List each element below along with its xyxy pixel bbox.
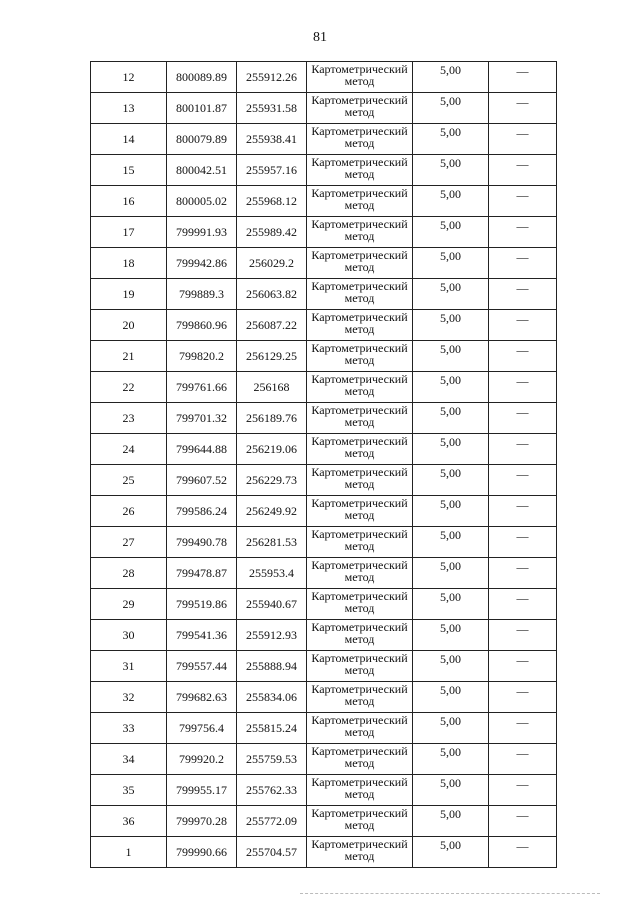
x-coordinate-cell: 799541.36 bbox=[167, 620, 237, 651]
precision-cell: 5,00 bbox=[413, 806, 489, 837]
note-cell: — bbox=[489, 837, 557, 868]
point-number-cell: 36 bbox=[91, 806, 167, 837]
x-coordinate-cell: 800005.02 bbox=[167, 186, 237, 217]
method-cell: Картометрический метод bbox=[307, 248, 413, 279]
point-number-cell: 21 bbox=[91, 341, 167, 372]
precision-cell: 5,00 bbox=[413, 403, 489, 434]
y-coordinate-cell: 255931.58 bbox=[237, 93, 307, 124]
method-cell: Картометрический метод bbox=[307, 124, 413, 155]
precision-cell: 5,00 bbox=[413, 713, 489, 744]
point-number-cell: 35 bbox=[91, 775, 167, 806]
note-cell: — bbox=[489, 713, 557, 744]
note-cell: — bbox=[489, 124, 557, 155]
x-coordinate-cell: 800101.87 bbox=[167, 93, 237, 124]
method-cell: Картометрический метод bbox=[307, 558, 413, 589]
table-row bbox=[91, 837, 557, 868]
table-row bbox=[91, 434, 557, 465]
table-row bbox=[91, 93, 557, 124]
y-coordinate-cell: 255938.41 bbox=[237, 124, 307, 155]
x-coordinate-cell: 799942.86 bbox=[167, 248, 237, 279]
x-coordinate-cell: 799478.87 bbox=[167, 558, 237, 589]
point-number-cell: 34 bbox=[91, 744, 167, 775]
table-row bbox=[91, 558, 557, 589]
point-number-cell: 1 bbox=[91, 837, 167, 868]
precision-cell: 5,00 bbox=[413, 589, 489, 620]
precision-cell: 5,00 bbox=[413, 837, 489, 868]
x-coordinate-cell: 799990.66 bbox=[167, 837, 237, 868]
method-cell: Картометрический метод bbox=[307, 217, 413, 248]
table-row bbox=[91, 124, 557, 155]
note-cell: — bbox=[489, 155, 557, 186]
method-cell: Картометрический метод bbox=[307, 186, 413, 217]
table-row bbox=[91, 186, 557, 217]
table-row bbox=[91, 310, 557, 341]
precision-cell: 5,00 bbox=[413, 279, 489, 310]
x-coordinate-cell: 799490.78 bbox=[167, 527, 237, 558]
note-cell: — bbox=[489, 620, 557, 651]
x-coordinate-cell: 799889.3 bbox=[167, 279, 237, 310]
table-row bbox=[91, 279, 557, 310]
note-cell: — bbox=[489, 775, 557, 806]
method-cell: Картометрический метод bbox=[307, 713, 413, 744]
y-coordinate-cell: 256189.76 bbox=[237, 403, 307, 434]
method-cell: Картометрический метод bbox=[307, 589, 413, 620]
note-cell: — bbox=[489, 248, 557, 279]
y-coordinate-cell: 255704.57 bbox=[237, 837, 307, 868]
x-coordinate-cell: 799820.2 bbox=[167, 341, 237, 372]
precision-cell: 5,00 bbox=[413, 558, 489, 589]
table-row bbox=[91, 620, 557, 651]
table-row bbox=[91, 217, 557, 248]
x-coordinate-cell: 799920.2 bbox=[167, 744, 237, 775]
note-cell: — bbox=[489, 372, 557, 403]
x-coordinate-cell: 799761.66 bbox=[167, 372, 237, 403]
page-number: 81 bbox=[313, 30, 327, 45]
y-coordinate-cell: 256029.2 bbox=[237, 248, 307, 279]
table-row bbox=[91, 62, 557, 93]
precision-cell: 5,00 bbox=[413, 682, 489, 713]
table-row bbox=[91, 527, 557, 558]
method-cell: Картометрический метод bbox=[307, 465, 413, 496]
precision-cell: 5,00 bbox=[413, 775, 489, 806]
precision-cell: 5,00 bbox=[413, 620, 489, 651]
point-number-cell: 18 bbox=[91, 248, 167, 279]
precision-cell: 5,00 bbox=[413, 124, 489, 155]
x-coordinate-cell: 799860.96 bbox=[167, 310, 237, 341]
method-cell: Картометрический метод bbox=[307, 682, 413, 713]
note-cell: — bbox=[489, 62, 557, 93]
point-number-cell: 13 bbox=[91, 93, 167, 124]
note-cell: — bbox=[489, 465, 557, 496]
y-coordinate-cell: 256229.73 bbox=[237, 465, 307, 496]
table-row bbox=[91, 155, 557, 186]
precision-cell: 5,00 bbox=[413, 248, 489, 279]
y-coordinate-cell: 255940.67 bbox=[237, 589, 307, 620]
precision-cell: 5,00 bbox=[413, 93, 489, 124]
y-coordinate-cell: 256249.92 bbox=[237, 496, 307, 527]
x-coordinate-cell: 799682.63 bbox=[167, 682, 237, 713]
x-coordinate-cell: 799991.93 bbox=[167, 217, 237, 248]
note-cell: — bbox=[489, 651, 557, 682]
y-coordinate-cell: 255912.93 bbox=[237, 620, 307, 651]
precision-cell: 5,00 bbox=[413, 744, 489, 775]
y-coordinate-cell: 255912.26 bbox=[237, 62, 307, 93]
note-cell: — bbox=[489, 434, 557, 465]
method-cell: Картометрический метод bbox=[307, 806, 413, 837]
x-coordinate-cell: 799557.44 bbox=[167, 651, 237, 682]
point-number-cell: 14 bbox=[91, 124, 167, 155]
table-row bbox=[91, 465, 557, 496]
coordinates-table-body bbox=[91, 62, 557, 868]
precision-cell: 5,00 bbox=[413, 62, 489, 93]
table-row bbox=[91, 589, 557, 620]
y-coordinate-cell: 255957.16 bbox=[237, 155, 307, 186]
y-coordinate-cell: 256281.53 bbox=[237, 527, 307, 558]
note-cell: — bbox=[489, 279, 557, 310]
method-cell: Картометрический метод bbox=[307, 279, 413, 310]
point-number-cell: 22 bbox=[91, 372, 167, 403]
y-coordinate-cell: 256219.06 bbox=[237, 434, 307, 465]
note-cell: — bbox=[489, 310, 557, 341]
note-cell: — bbox=[489, 527, 557, 558]
method-cell: Картометрический метод bbox=[307, 775, 413, 806]
note-cell: — bbox=[489, 93, 557, 124]
y-coordinate-cell: 255989.42 bbox=[237, 217, 307, 248]
bottom-divider bbox=[300, 893, 600, 894]
note-cell: — bbox=[489, 217, 557, 248]
y-coordinate-cell: 256087.22 bbox=[237, 310, 307, 341]
method-cell: Картометрический метод bbox=[307, 155, 413, 186]
point-number-cell: 23 bbox=[91, 403, 167, 434]
point-number-cell: 28 bbox=[91, 558, 167, 589]
x-coordinate-cell: 799701.32 bbox=[167, 403, 237, 434]
point-number-cell: 32 bbox=[91, 682, 167, 713]
note-cell: — bbox=[489, 403, 557, 434]
y-coordinate-cell: 256063.82 bbox=[237, 279, 307, 310]
note-cell: — bbox=[489, 806, 557, 837]
coordinates-table bbox=[90, 61, 557, 868]
point-number-cell: 17 bbox=[91, 217, 167, 248]
x-coordinate-cell: 799586.24 bbox=[167, 496, 237, 527]
y-coordinate-cell: 255759.53 bbox=[237, 744, 307, 775]
note-cell: — bbox=[489, 744, 557, 775]
method-cell: Картометрический метод bbox=[307, 434, 413, 465]
x-coordinate-cell: 799955.17 bbox=[167, 775, 237, 806]
method-cell: Картометрический метод bbox=[307, 372, 413, 403]
point-number-cell: 12 bbox=[91, 62, 167, 93]
y-coordinate-cell: 255772.09 bbox=[237, 806, 307, 837]
note-cell: — bbox=[489, 186, 557, 217]
point-number-cell: 26 bbox=[91, 496, 167, 527]
x-coordinate-cell: 799970.28 bbox=[167, 806, 237, 837]
table-row bbox=[91, 248, 557, 279]
method-cell: Картометрический метод bbox=[307, 341, 413, 372]
method-cell: Картометрический метод bbox=[307, 93, 413, 124]
method-cell: Картометрический метод bbox=[307, 744, 413, 775]
method-cell: Картометрический метод bbox=[307, 62, 413, 93]
method-cell: Картометрический метод bbox=[307, 310, 413, 341]
table-row bbox=[91, 496, 557, 527]
point-number-cell: 25 bbox=[91, 465, 167, 496]
method-cell: Картометрический метод bbox=[307, 527, 413, 558]
point-number-cell: 27 bbox=[91, 527, 167, 558]
point-number-cell: 16 bbox=[91, 186, 167, 217]
point-number-cell: 31 bbox=[91, 651, 167, 682]
table-row bbox=[91, 372, 557, 403]
point-number-cell: 33 bbox=[91, 713, 167, 744]
point-number-cell: 20 bbox=[91, 310, 167, 341]
note-cell: — bbox=[489, 682, 557, 713]
note-cell: — bbox=[489, 589, 557, 620]
table-row bbox=[91, 403, 557, 434]
point-number-cell: 29 bbox=[91, 589, 167, 620]
precision-cell: 5,00 bbox=[413, 527, 489, 558]
y-coordinate-cell: 255968.12 bbox=[237, 186, 307, 217]
x-coordinate-cell: 799644.88 bbox=[167, 434, 237, 465]
method-cell: Картометрический метод bbox=[307, 651, 413, 682]
x-coordinate-cell: 799519.86 bbox=[167, 589, 237, 620]
note-cell: — bbox=[489, 496, 557, 527]
y-coordinate-cell: 255762.33 bbox=[237, 775, 307, 806]
x-coordinate-cell: 800089.89 bbox=[167, 62, 237, 93]
precision-cell: 5,00 bbox=[413, 217, 489, 248]
point-number-cell: 19 bbox=[91, 279, 167, 310]
y-coordinate-cell: 256168 bbox=[237, 372, 307, 403]
table-row bbox=[91, 651, 557, 682]
x-coordinate-cell: 800079.89 bbox=[167, 124, 237, 155]
x-coordinate-cell: 799756.4 bbox=[167, 713, 237, 744]
y-coordinate-cell: 256129.25 bbox=[237, 341, 307, 372]
table-row bbox=[91, 806, 557, 837]
table-row bbox=[91, 775, 557, 806]
method-cell: Картометрический метод bbox=[307, 620, 413, 651]
point-number-cell: 15 bbox=[91, 155, 167, 186]
note-cell: — bbox=[489, 558, 557, 589]
x-coordinate-cell: 799607.52 bbox=[167, 465, 237, 496]
table-row bbox=[91, 682, 557, 713]
table-row bbox=[91, 341, 557, 372]
method-cell: Картометрический метод bbox=[307, 837, 413, 868]
method-cell: Картометрический метод bbox=[307, 496, 413, 527]
table-row bbox=[91, 713, 557, 744]
precision-cell: 5,00 bbox=[413, 310, 489, 341]
y-coordinate-cell: 255888.94 bbox=[237, 651, 307, 682]
point-number-cell: 24 bbox=[91, 434, 167, 465]
precision-cell: 5,00 bbox=[413, 372, 489, 403]
precision-cell: 5,00 bbox=[413, 186, 489, 217]
method-cell: Картометрический метод bbox=[307, 403, 413, 434]
precision-cell: 5,00 bbox=[413, 434, 489, 465]
point-number-cell: 30 bbox=[91, 620, 167, 651]
x-coordinate-cell: 800042.51 bbox=[167, 155, 237, 186]
precision-cell: 5,00 bbox=[413, 465, 489, 496]
precision-cell: 5,00 bbox=[413, 341, 489, 372]
note-cell: — bbox=[489, 341, 557, 372]
precision-cell: 5,00 bbox=[413, 651, 489, 682]
precision-cell: 5,00 bbox=[413, 155, 489, 186]
y-coordinate-cell: 255834.06 bbox=[237, 682, 307, 713]
y-coordinate-cell: 255815.24 bbox=[237, 713, 307, 744]
precision-cell: 5,00 bbox=[413, 496, 489, 527]
table-row bbox=[91, 744, 557, 775]
y-coordinate-cell: 255953.4 bbox=[237, 558, 307, 589]
